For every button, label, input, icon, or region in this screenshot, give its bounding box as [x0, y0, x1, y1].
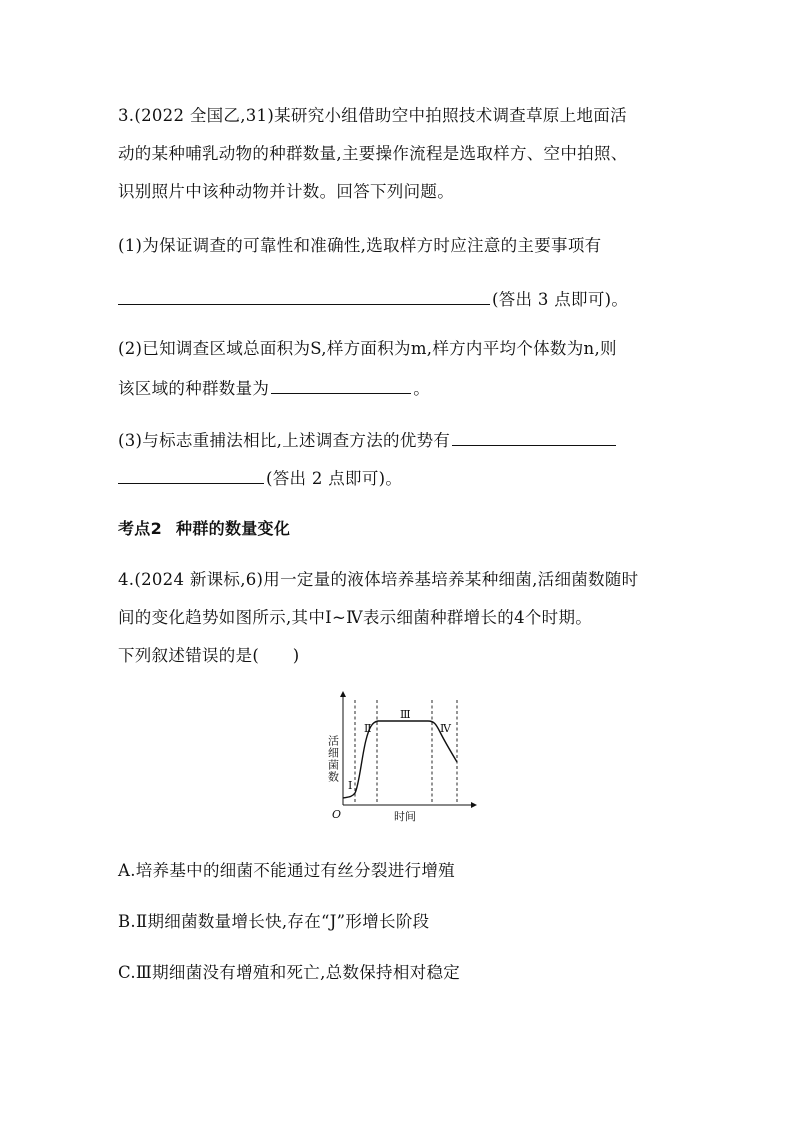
q3-part-2-prefix: 该区域的种群数量为	[118, 379, 270, 398]
q3-part-2-line-1: (2)已知调查区域总面积为S,样方面积为m,样方内平均个体数为n,则	[118, 339, 617, 358]
origin-label: O	[332, 808, 342, 821]
phase-label-1: Ⅰ	[348, 779, 353, 792]
q3-part-1-suffix: (答出 3 点即可)。	[492, 290, 629, 309]
growth-curve-svg	[318, 690, 478, 825]
y-axis-label: 活细菌数	[326, 735, 340, 783]
answer-blank-3[interactable]	[452, 428, 616, 446]
bacteria-growth-figure	[318, 690, 478, 825]
q3-part-3-line-2	[118, 466, 402, 490]
option-a[interactable]: A.培养基中的细菌不能通过有丝分裂进行增殖	[118, 861, 455, 880]
q3-part-3-prefix: (3)与标志重捕法相比,上述调查方法的优势有	[118, 431, 451, 450]
section-title: 种群的数量变化	[176, 519, 291, 538]
q4-stem-line-2: 间的变化趋势如图所示,其中Ⅰ~Ⅳ表示细菌种群增长的4个时期。	[118, 608, 593, 627]
x-axis-label: 时间	[394, 810, 416, 823]
q3-part-1-answer-line	[118, 287, 628, 311]
q4-stem-line-1: 4.(2024 新课标,6)用一定量的液体培养基培养某种细菌,活细菌数随时	[118, 570, 639, 589]
phase-label-4: Ⅳ	[440, 722, 451, 735]
section-heading	[118, 518, 290, 540]
phase-label-2: Ⅱ	[364, 722, 372, 735]
option-c[interactable]: C.Ⅲ期细菌没有增殖和死亡,总数保持相对稳定	[118, 963, 461, 982]
q3-part-1: (1)为保证调查的可靠性和准确性,选取样方时应注意的主要事项有	[118, 236, 602, 255]
option-b[interactable]: B.Ⅱ期细菌数量增长快,存在“J”形增长阶段	[118, 912, 430, 931]
q3-stem-line-2: 动的某种哺乳动物的种群数量,主要操作流程是选取样方、空中拍照、	[118, 144, 628, 163]
q3-part-3-suffix: (答出 2 点即可)。	[266, 469, 403, 488]
q3-stem-line-1: 3.(2022 全国乙,31)某研究小组借助空中拍照技术调查草原上地面活	[118, 106, 627, 125]
q3-part-3-line-1	[118, 428, 618, 452]
q3-stem-line-3: 识别照片中该种动物并计数。回答下列问题。	[118, 182, 454, 201]
answer-blank-2[interactable]	[271, 376, 411, 394]
q3-part-2-line-2	[118, 376, 430, 400]
q4-stem-line-3: 下列叙述错误的是( )	[118, 646, 300, 665]
phase-label-3: Ⅲ	[400, 708, 411, 721]
section-label: 考点2	[118, 519, 163, 538]
answer-blank-1[interactable]	[118, 287, 490, 305]
answer-blank-4[interactable]	[118, 466, 264, 484]
q3-part-2-suffix: 。	[413, 379, 431, 398]
